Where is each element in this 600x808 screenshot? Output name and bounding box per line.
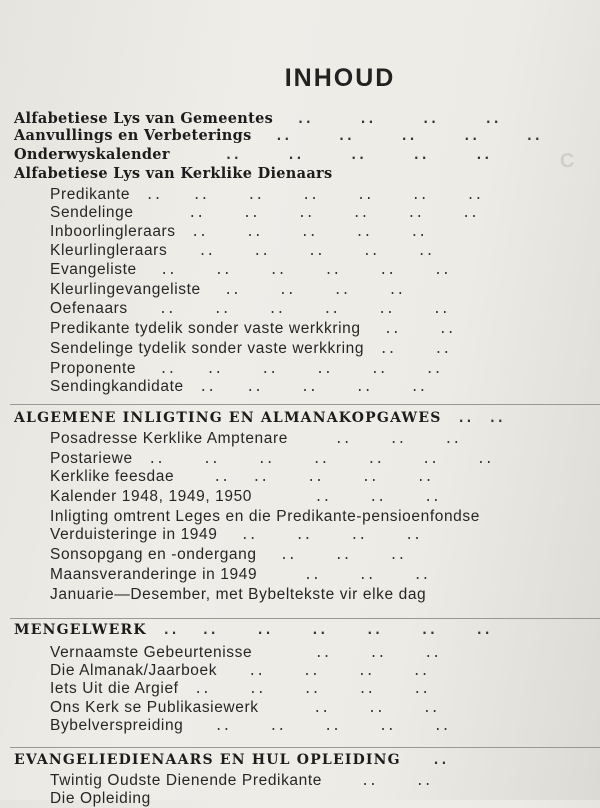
toc-entry — [50, 546, 405, 564]
section-heading-label: Alfabetiese Lys van Gemeentes — [14, 110, 274, 127]
toc-entry-leader-dots: .. .. .. .. .. — [178, 682, 430, 697]
toc-entry — [50, 242, 433, 260]
toc-entry-leader-dots: .. .. .. — [252, 646, 441, 661]
toc-entry — [50, 662, 428, 680]
toc-entry-label: Iets Uit die Argief — [50, 680, 179, 697]
section-heading — [14, 622, 491, 638]
toc-entry-leader-dots: .. .. .. — [258, 701, 439, 716]
toc-entry-leader-dots: .. .. .. .. .. .. — [136, 263, 450, 278]
toc-entry — [50, 699, 439, 717]
toc-entry — [50, 644, 440, 662]
toc-entry — [50, 340, 450, 358]
section-divider — [10, 747, 600, 748]
toc-entry-label: Evangeliste — [50, 261, 137, 278]
section-heading-leader-dots: .. .. .. .. .. — [169, 148, 491, 163]
toc-entry — [50, 223, 426, 241]
toc-entry-leader-dots: .. .. .. .. .. — [167, 244, 434, 259]
section-heading-label: MENGELWERK — [14, 622, 147, 638]
section-heading-leader-dots: .. .. — [441, 411, 505, 426]
toc-entry — [50, 186, 482, 204]
section-heading-label: EVANGELIEDIENAARS EN HUL OPLEIDING — [14, 752, 401, 768]
toc-entry-label: Bybelverspreiding — [50, 717, 184, 734]
toc-entry — [50, 717, 450, 735]
toc-entry-label: Sonsopgang en -ondergang — [50, 546, 257, 563]
section-divider — [10, 404, 600, 405]
toc-entry-leader-dots: .. .. .. — [257, 568, 430, 583]
section-heading — [14, 165, 332, 182]
toc-entry-leader-dots: .. .. .. .. — [217, 664, 429, 679]
toc-entry-label: Inligting omtrent Leges en die Predikante-pensioenfondse — [50, 508, 480, 525]
toc-entry — [50, 566, 429, 584]
section-heading-label: ALGEMENE INLIGTING EN ALMANAKOPGAWES — [14, 410, 442, 426]
section-heading — [14, 110, 500, 127]
toc-entry-label: Januarie—Desember, met Bybeltekste vir elke dag — [50, 586, 427, 603]
toc-entry-label: Verduisteringe in 1949 — [50, 526, 218, 543]
toc-entry — [50, 468, 432, 486]
section-heading — [14, 752, 448, 768]
toc-entry-label: Vernaamste Gebeurtenisse — [50, 644, 253, 661]
toc-entry — [50, 526, 421, 544]
toc-entry-leader-dots: .. .. .. .. .. .. .. — [132, 452, 493, 467]
bleed-through-text: C — [559, 149, 579, 173]
section-heading-label: Aanvullings en Verbeterings — [14, 127, 252, 144]
toc-entry-label: Maansveranderinge in 1949 — [50, 566, 258, 583]
toc-entry — [50, 772, 432, 790]
toc-entry-label: Predikante tydelik sonder vaste werkkring — [50, 320, 361, 337]
toc-entry — [50, 300, 449, 318]
toc-entry-leader-dots: .. .. .. .. .. — [183, 719, 450, 734]
toc-entry-label: Die Almanak/Jaarboek — [50, 662, 218, 679]
toc-entry-label: Postariewe — [50, 450, 133, 467]
toc-entry — [50, 378, 426, 396]
toc-entry — [50, 320, 455, 338]
toc-entry-leader-dots: .. .. .. .. .. .. .. — [130, 188, 483, 203]
toc-entry-label: Predikante — [50, 186, 131, 203]
toc-entry-leader-dots: .. .. — [322, 774, 432, 789]
section-heading-leader-dots: .. .. .. .. .. .. .. — [146, 623, 492, 638]
toc-entry-label: Kleurlingevangeliste — [50, 281, 201, 298]
toc-entry-label: Kerklike feesdae — [50, 468, 175, 485]
section-heading-leader-dots: .. — [400, 753, 448, 768]
toc-entry-leader-dots: .. .. .. .. .. — [175, 225, 427, 240]
toc-entry-leader-dots: .. .. .. .. .. — [174, 470, 433, 485]
toc-entry-leader-dots: .. .. .. .. .. .. — [136, 362, 442, 377]
toc-entry-label: Twintig Oudste Dienende Predikante — [50, 772, 322, 789]
section-heading — [14, 410, 504, 426]
toc-entry-label: Oefenaars — [50, 300, 128, 317]
toc-entry — [50, 360, 441, 378]
toc-entry-label: Proponente — [50, 360, 137, 377]
toc-entry-label: Die Opleiding — [50, 790, 151, 807]
page-title: INHOUD — [284, 64, 396, 92]
toc-entry-leader-dots: .. .. .. .. — [200, 283, 405, 298]
toc-entry — [50, 261, 450, 279]
toc-entry — [50, 450, 493, 468]
toc-entry — [50, 680, 429, 698]
toc-entry — [50, 281, 404, 299]
toc-entry-label: Kalender 1948, 1949, 1950 — [50, 488, 253, 505]
toc-entry-label: Kleurlingleraars — [50, 242, 168, 259]
toc-entry-leader-dots: .. .. .. — [252, 490, 440, 505]
section-heading-leader-dots: .. .. .. .. .. — [251, 129, 542, 144]
section-divider — [10, 618, 600, 619]
toc-entry — [50, 430, 460, 448]
section-heading-label: Onderwyskalender — [14, 146, 170, 163]
toc-entry-label: Sendelinge — [50, 204, 134, 221]
section-heading — [14, 146, 491, 163]
toc-entry-label: Sendingkandidate — [50, 378, 184, 395]
toc-entry-leader-dots: .. .. .. .. — [217, 528, 421, 543]
toc-entry — [50, 508, 480, 526]
toc-entry — [50, 790, 151, 808]
toc-entry-leader-dots: .. .. .. .. .. .. — [133, 206, 478, 221]
toc-entry — [50, 204, 478, 222]
section-heading-label: Alfabetiese Lys van Kerklike Dienaars — [14, 165, 333, 182]
toc-entry-leader-dots: .. .. .. .. .. — [183, 380, 427, 395]
toc-entry-label: Sendelinge tydelik sonder vaste werkkring — [50, 340, 365, 357]
toc-entry-leader-dots: .. .. — [364, 342, 451, 357]
toc-entry — [50, 488, 440, 506]
toc-entry-label: Ons Kerk se Publikasiewerk — [50, 699, 259, 716]
toc-entry-label: Posadresse Kerklike Amptenare — [50, 430, 288, 447]
section-heading-leader-dots: .. .. .. .. — [273, 112, 501, 127]
toc-entry-leader-dots: .. .. — [360, 322, 455, 337]
section-heading — [14, 127, 541, 144]
toc-entry-leader-dots: .. .. .. — [287, 432, 461, 447]
toc-entry-leader-dots: .. .. .. — [256, 548, 406, 563]
toc-entry — [50, 586, 426, 604]
toc-entry-leader-dots: .. .. .. .. .. .. — [127, 302, 449, 317]
toc-entry-label: Inboorlingleraars — [50, 223, 176, 240]
